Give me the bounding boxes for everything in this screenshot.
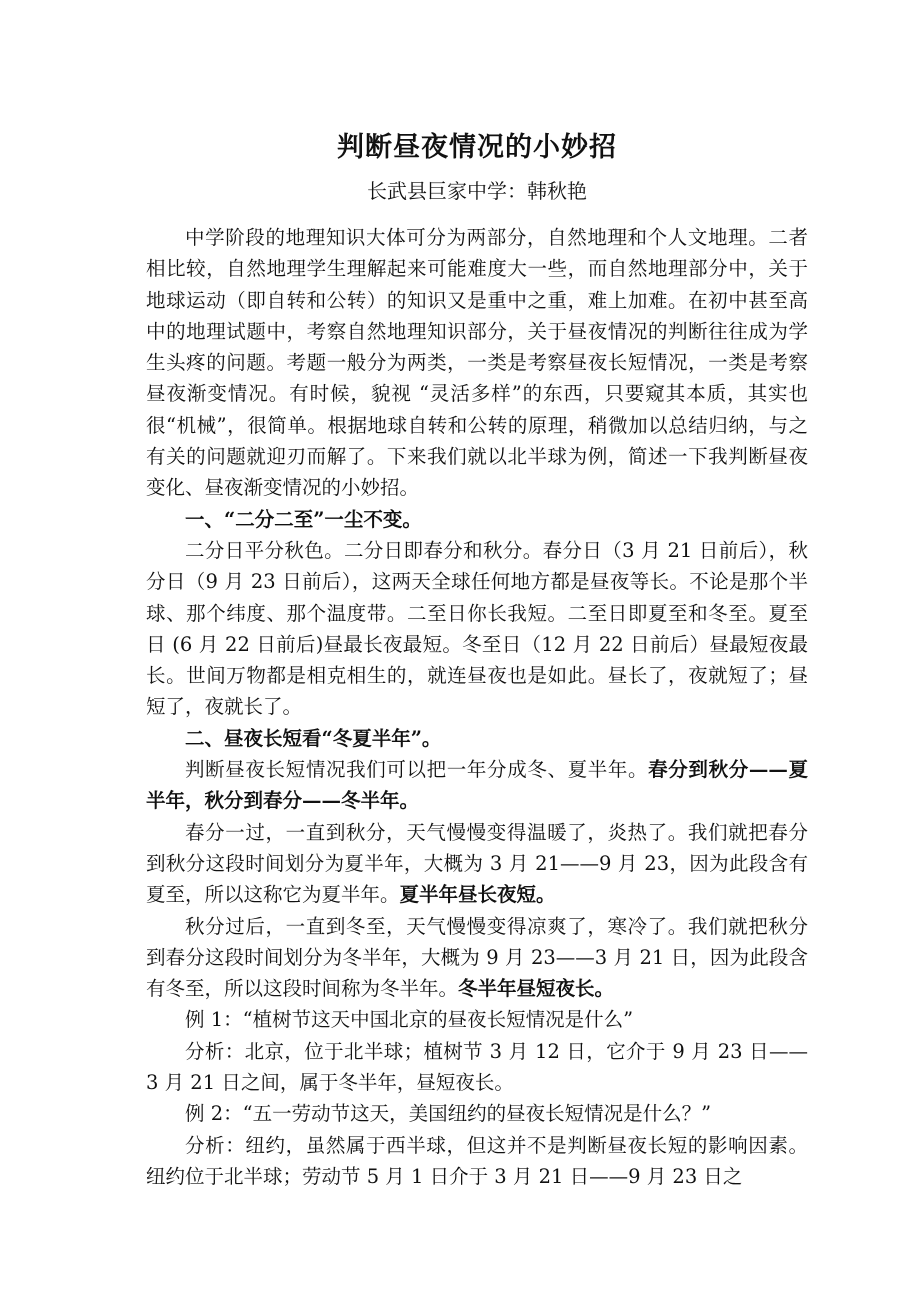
paragraph-winter-half <box>146 911 808 1005</box>
paragraph-text: 判断昼夜长短情况我们可以把一年分成冬、夏半年。 <box>185 758 649 782</box>
author-line: 长武县巨家中学：韩秋艳 <box>367 179 587 203</box>
paragraph-text: 例 2：“五一劳动节这天，美国纽约的昼夜长短情况是什么？” <box>185 1102 712 1126</box>
paragraph-bold-text: 冬半年昼短夜长。 <box>458 977 615 1001</box>
paragraph-bold-text: 夏半年昼长夜短。 <box>399 883 556 907</box>
paragraph-equinox-solstice <box>146 535 808 723</box>
document-body <box>146 222 808 1192</box>
section-heading-2 <box>146 723 808 754</box>
paragraph-text: 分析：北京，位于北半球；植树节 3 月 12 日，它介于 9 月 23 日——3 月 21 日之间，属于冬半年，昼短夜长。 <box>146 1039 808 1095</box>
paragraph-bold-text: 春分到秋分——夏半年，秋分到春分——冬半年。 <box>146 758 808 813</box>
paragraph-text: 春分一过，一直到秋分，天气慢慢变得温暖了，炎热了。我们就把春分到秋分这段时间划分为夏半年，大概为 3 月 21——9 月 23，因为此段含有夏至，所以这称它为夏半年。 <box>146 820 808 907</box>
section-heading-1 <box>146 504 808 535</box>
paragraph-text: 秋分过后，一直到冬至，天气慢慢变得凉爽了，寒冷了。我们就把秋分到春分这段时间划分为冬半年，大概为 9 月 23——3 月 21 日，因为此段含有冬至，所以这段时间称为冬半年。 <box>146 914 808 1001</box>
paragraph-text: 二分日平分秋色。二分日即春分和秋分。春分日（3 月 21 日前后），秋分日（9 月 23 日前后），这两天全球任何地方都是昼夜等长。不论是那个半球、那个纬度、那个温度带。二至日你长我短。二至日即夏至和冬至。夏至日 (6 月 22 日前后)昼最长夜最短。冬至日（12 月 22 日前后）昼最短夜最长。世间万物都是相克相生的，就连昼夜也是如此。昼长了，夜就短了；昼短了，夜就长了。 <box>146 538 808 719</box>
paragraph-summer-half <box>146 817 808 911</box>
paragraph-text: 分析：纽约，虽然属于西半球，但这并不是判断昼夜长短的影响因素。纽约位于北半球；劳动节 5 月 1 日介于 3 月 21 日——9 月 23 日之 <box>146 1133 808 1188</box>
section-heading-text: 一、“二分二至”一尘不变。 <box>185 507 422 531</box>
example-2 <box>146 1098 808 1129</box>
section-heading-text: 二、昼夜长短看“冬夏半年”。 <box>185 726 442 750</box>
paragraph-intro <box>146 222 808 504</box>
example-1 <box>146 1004 808 1035</box>
document-page <box>146 128 808 1192</box>
paragraph-text: 例 1：“植树节这天中国北京的昼夜长短情况是什么” <box>185 1008 634 1032</box>
analysis-2 <box>146 1130 808 1193</box>
analysis-1 <box>146 1036 808 1099</box>
document-title: 判断昼夜情况的小妙招 <box>337 132 617 163</box>
paragraph-half-year-intro <box>146 754 808 817</box>
paragraph-text: 中学阶段的地理知识大体可分为两部分，自然地理和个人文地理。二者相比较，自然地理学生理解起来可能难度大一些，而自然地理部分中，关于地球运动（即自转和公转）的知识又是重中之重，难上加难。在初中甚至高中的地理试题中，考察自然地理知识部分，关于昼夜情况的判断往往成为学生头疼的问题。考题一般分为两类，一类是考察昼夜长短情况，一类是考察昼夜渐变情况。有时候，貌视 “灵活多样”的东西，只要窥其本质，其实也很“机械”，很简单。根据地球自转和公转的原理，稍微加以总结归纳，与之有关的问题就迎刃而解了。下来我们就以北半球为例，简述一下我判断昼夜变化、昼夜渐变情况的小妙招。 <box>146 226 808 500</box>
